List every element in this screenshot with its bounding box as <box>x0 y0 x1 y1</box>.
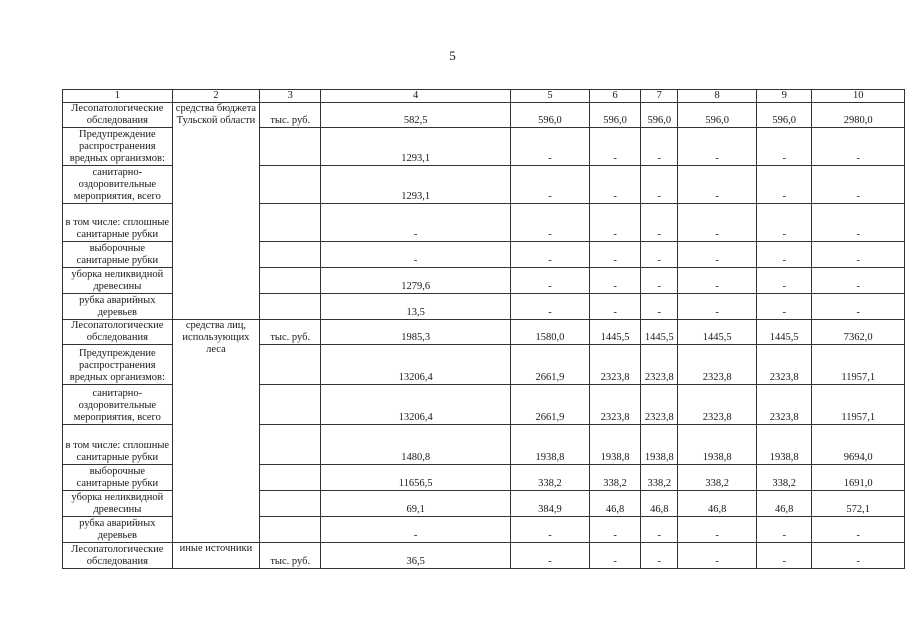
value-cell: 1580,0 <box>511 320 590 345</box>
value-cell: 13,5 <box>321 294 511 320</box>
value-cell: - <box>511 543 590 569</box>
column-header-7: 7 <box>641 90 678 103</box>
value-cell: - <box>641 268 678 294</box>
value-cell: - <box>511 166 590 204</box>
value-cell: 1293,1 <box>321 128 511 166</box>
value-cell: - <box>757 543 812 569</box>
unit-cell-empty <box>260 517 321 543</box>
value-cell: - <box>812 166 905 204</box>
activity-name: рубка аварийных деревьев <box>63 294 173 320</box>
page-number: 5 <box>449 48 456 63</box>
value-cell: - <box>678 242 757 268</box>
column-header-10: 10 <box>812 90 905 103</box>
unit-cell-empty <box>260 166 321 204</box>
value-cell: 11957,1 <box>812 345 905 385</box>
activity-name: Предупреждение распространения вредных организмов: <box>63 128 173 166</box>
value-cell: - <box>812 517 905 543</box>
value-cell: - <box>757 166 812 204</box>
value-cell: 69,1 <box>321 491 511 517</box>
value-cell: 1985,3 <box>321 320 511 345</box>
value-cell: - <box>589 294 641 320</box>
value-cell: 1445,5 <box>678 320 757 345</box>
unit-cell-empty <box>260 491 321 517</box>
funding-source: средства бюджета Тульской области <box>172 103 260 320</box>
value-cell: - <box>511 294 590 320</box>
value-cell: 1938,8 <box>678 425 757 465</box>
value-cell: - <box>511 268 590 294</box>
value-cell: 582,5 <box>321 103 511 128</box>
value-cell: - <box>641 128 678 166</box>
value-cell: 1938,8 <box>757 425 812 465</box>
value-cell: 1691,0 <box>812 465 905 491</box>
table-row <box>63 320 905 345</box>
value-cell: - <box>678 294 757 320</box>
value-cell: 2323,8 <box>641 345 678 385</box>
value-cell: 2323,8 <box>589 385 641 425</box>
value-cell: 2323,8 <box>589 345 641 385</box>
value-cell: - <box>812 294 905 320</box>
column-header-5: 5 <box>511 90 590 103</box>
activity-name: выборочные санитарные рубки <box>63 465 173 491</box>
value-cell: - <box>589 268 641 294</box>
value-cell: 9694,0 <box>812 425 905 465</box>
value-cell: 11957,1 <box>812 385 905 425</box>
unit-cell: тыс. руб. <box>260 103 321 128</box>
value-cell: 46,8 <box>757 491 812 517</box>
value-cell: 13206,4 <box>321 345 511 385</box>
value-cell: - <box>641 242 678 268</box>
value-cell: - <box>589 128 641 166</box>
value-cell: 7362,0 <box>812 320 905 345</box>
activity-name: уборка неликвидной древесины <box>63 491 173 517</box>
value-cell: 338,2 <box>641 465 678 491</box>
value-cell: 1445,5 <box>641 320 678 345</box>
unit-cell-empty <box>260 268 321 294</box>
activity-name: санитарно-оздоровительные мероприятия, всего <box>63 166 173 204</box>
value-cell: 2980,0 <box>812 103 905 128</box>
unit-cell: тыс. руб. <box>260 543 321 569</box>
value-cell: 2323,8 <box>678 345 757 385</box>
value-cell: 596,0 <box>511 103 590 128</box>
column-header-1: 1 <box>63 90 173 103</box>
value-cell: 1279,6 <box>321 268 511 294</box>
value-cell: - <box>511 128 590 166</box>
funding-source: иные источники <box>172 543 260 569</box>
column-header-9: 9 <box>757 90 812 103</box>
value-cell: - <box>678 166 757 204</box>
unit-cell-empty <box>260 294 321 320</box>
value-cell: 2323,8 <box>757 345 812 385</box>
table-row <box>63 103 905 128</box>
value-cell: 2323,8 <box>757 385 812 425</box>
unit-cell-empty <box>260 128 321 166</box>
value-cell: 1938,8 <box>511 425 590 465</box>
value-cell: 338,2 <box>589 465 641 491</box>
activity-name: в том числе: сплошные санитарные рубки <box>63 204 173 242</box>
value-cell: 11656,5 <box>321 465 511 491</box>
unit-cell-empty <box>260 204 321 242</box>
unit-cell-empty <box>260 242 321 268</box>
unit-cell-empty <box>260 345 321 385</box>
column-header-4: 4 <box>321 90 511 103</box>
value-cell: - <box>511 242 590 268</box>
forest-protection-table <box>62 89 905 569</box>
value-cell: 1938,8 <box>641 425 678 465</box>
value-cell: - <box>757 294 812 320</box>
value-cell: 46,8 <box>589 491 641 517</box>
value-cell: 1445,5 <box>757 320 812 345</box>
value-cell: 46,8 <box>641 491 678 517</box>
activity-name: уборка неликвидной древесины <box>63 268 173 294</box>
value-cell: - <box>757 204 812 242</box>
value-cell: - <box>641 166 678 204</box>
value-cell: - <box>678 204 757 242</box>
value-cell: - <box>757 517 812 543</box>
table-row <box>63 543 905 569</box>
value-cell: - <box>589 242 641 268</box>
value-cell: - <box>589 543 641 569</box>
value-cell: - <box>757 268 812 294</box>
value-cell: - <box>812 242 905 268</box>
value-cell: - <box>812 543 905 569</box>
value-cell: - <box>321 242 511 268</box>
value-cell: 2323,8 <box>641 385 678 425</box>
value-cell: 2661,9 <box>511 345 590 385</box>
column-header-2: 2 <box>172 90 260 103</box>
column-header-8: 8 <box>678 90 757 103</box>
value-cell: 36,5 <box>321 543 511 569</box>
value-cell: - <box>511 204 590 242</box>
activity-name: в том числе: сплошные санитарные рубки <box>63 425 173 465</box>
value-cell: 2661,9 <box>511 385 590 425</box>
value-cell: - <box>678 543 757 569</box>
value-cell: - <box>812 204 905 242</box>
value-cell: 596,0 <box>757 103 812 128</box>
value-cell: - <box>589 166 641 204</box>
value-cell: 1480,8 <box>321 425 511 465</box>
value-cell: 46,8 <box>678 491 757 517</box>
value-cell: 13206,4 <box>321 385 511 425</box>
column-header-6: 6 <box>589 90 641 103</box>
value-cell: - <box>812 268 905 294</box>
value-cell: - <box>812 128 905 166</box>
activity-name: санитарно-оздоровительные мероприятия, всего <box>63 385 173 425</box>
value-cell: - <box>321 517 511 543</box>
value-cell: - <box>678 268 757 294</box>
funding-source: средства лиц, использующих леса <box>172 320 260 543</box>
activity-name: Предупреждение распространения вредных организмов: <box>63 345 173 385</box>
unit-cell-empty <box>260 465 321 491</box>
value-cell: - <box>641 517 678 543</box>
value-cell: 2323,8 <box>678 385 757 425</box>
value-cell: 338,2 <box>678 465 757 491</box>
value-cell: 338,2 <box>757 465 812 491</box>
value-cell: - <box>589 517 641 543</box>
value-cell: 338,2 <box>511 465 590 491</box>
activity-name: Лесопатологические обследования <box>63 543 173 569</box>
value-cell: - <box>641 204 678 242</box>
activity-name: выборочные санитарные рубки <box>63 242 173 268</box>
value-cell: - <box>678 128 757 166</box>
value-cell: - <box>511 517 590 543</box>
unit-cell-empty <box>260 425 321 465</box>
header-row <box>63 90 905 103</box>
value-cell: - <box>641 543 678 569</box>
value-cell: - <box>678 517 757 543</box>
activity-name: Лесопатологические обследования <box>63 320 173 345</box>
value-cell: 1293,1 <box>321 166 511 204</box>
value-cell: 596,0 <box>678 103 757 128</box>
column-header-3: 3 <box>260 90 321 103</box>
unit-cell-empty <box>260 385 321 425</box>
value-cell: 1445,5 <box>589 320 641 345</box>
value-cell: - <box>321 204 511 242</box>
value-cell: - <box>757 242 812 268</box>
value-cell: - <box>641 294 678 320</box>
value-cell: 596,0 <box>641 103 678 128</box>
unit-cell: тыс. руб. <box>260 320 321 345</box>
value-cell: 384,9 <box>511 491 590 517</box>
value-cell: - <box>757 128 812 166</box>
value-cell: 572,1 <box>812 491 905 517</box>
activity-name: Лесопатологические обследования <box>63 103 173 128</box>
value-cell: 596,0 <box>589 103 641 128</box>
activity-name: рубка аварийных деревьев <box>63 517 173 543</box>
value-cell: 1938,8 <box>589 425 641 465</box>
value-cell: - <box>589 204 641 242</box>
